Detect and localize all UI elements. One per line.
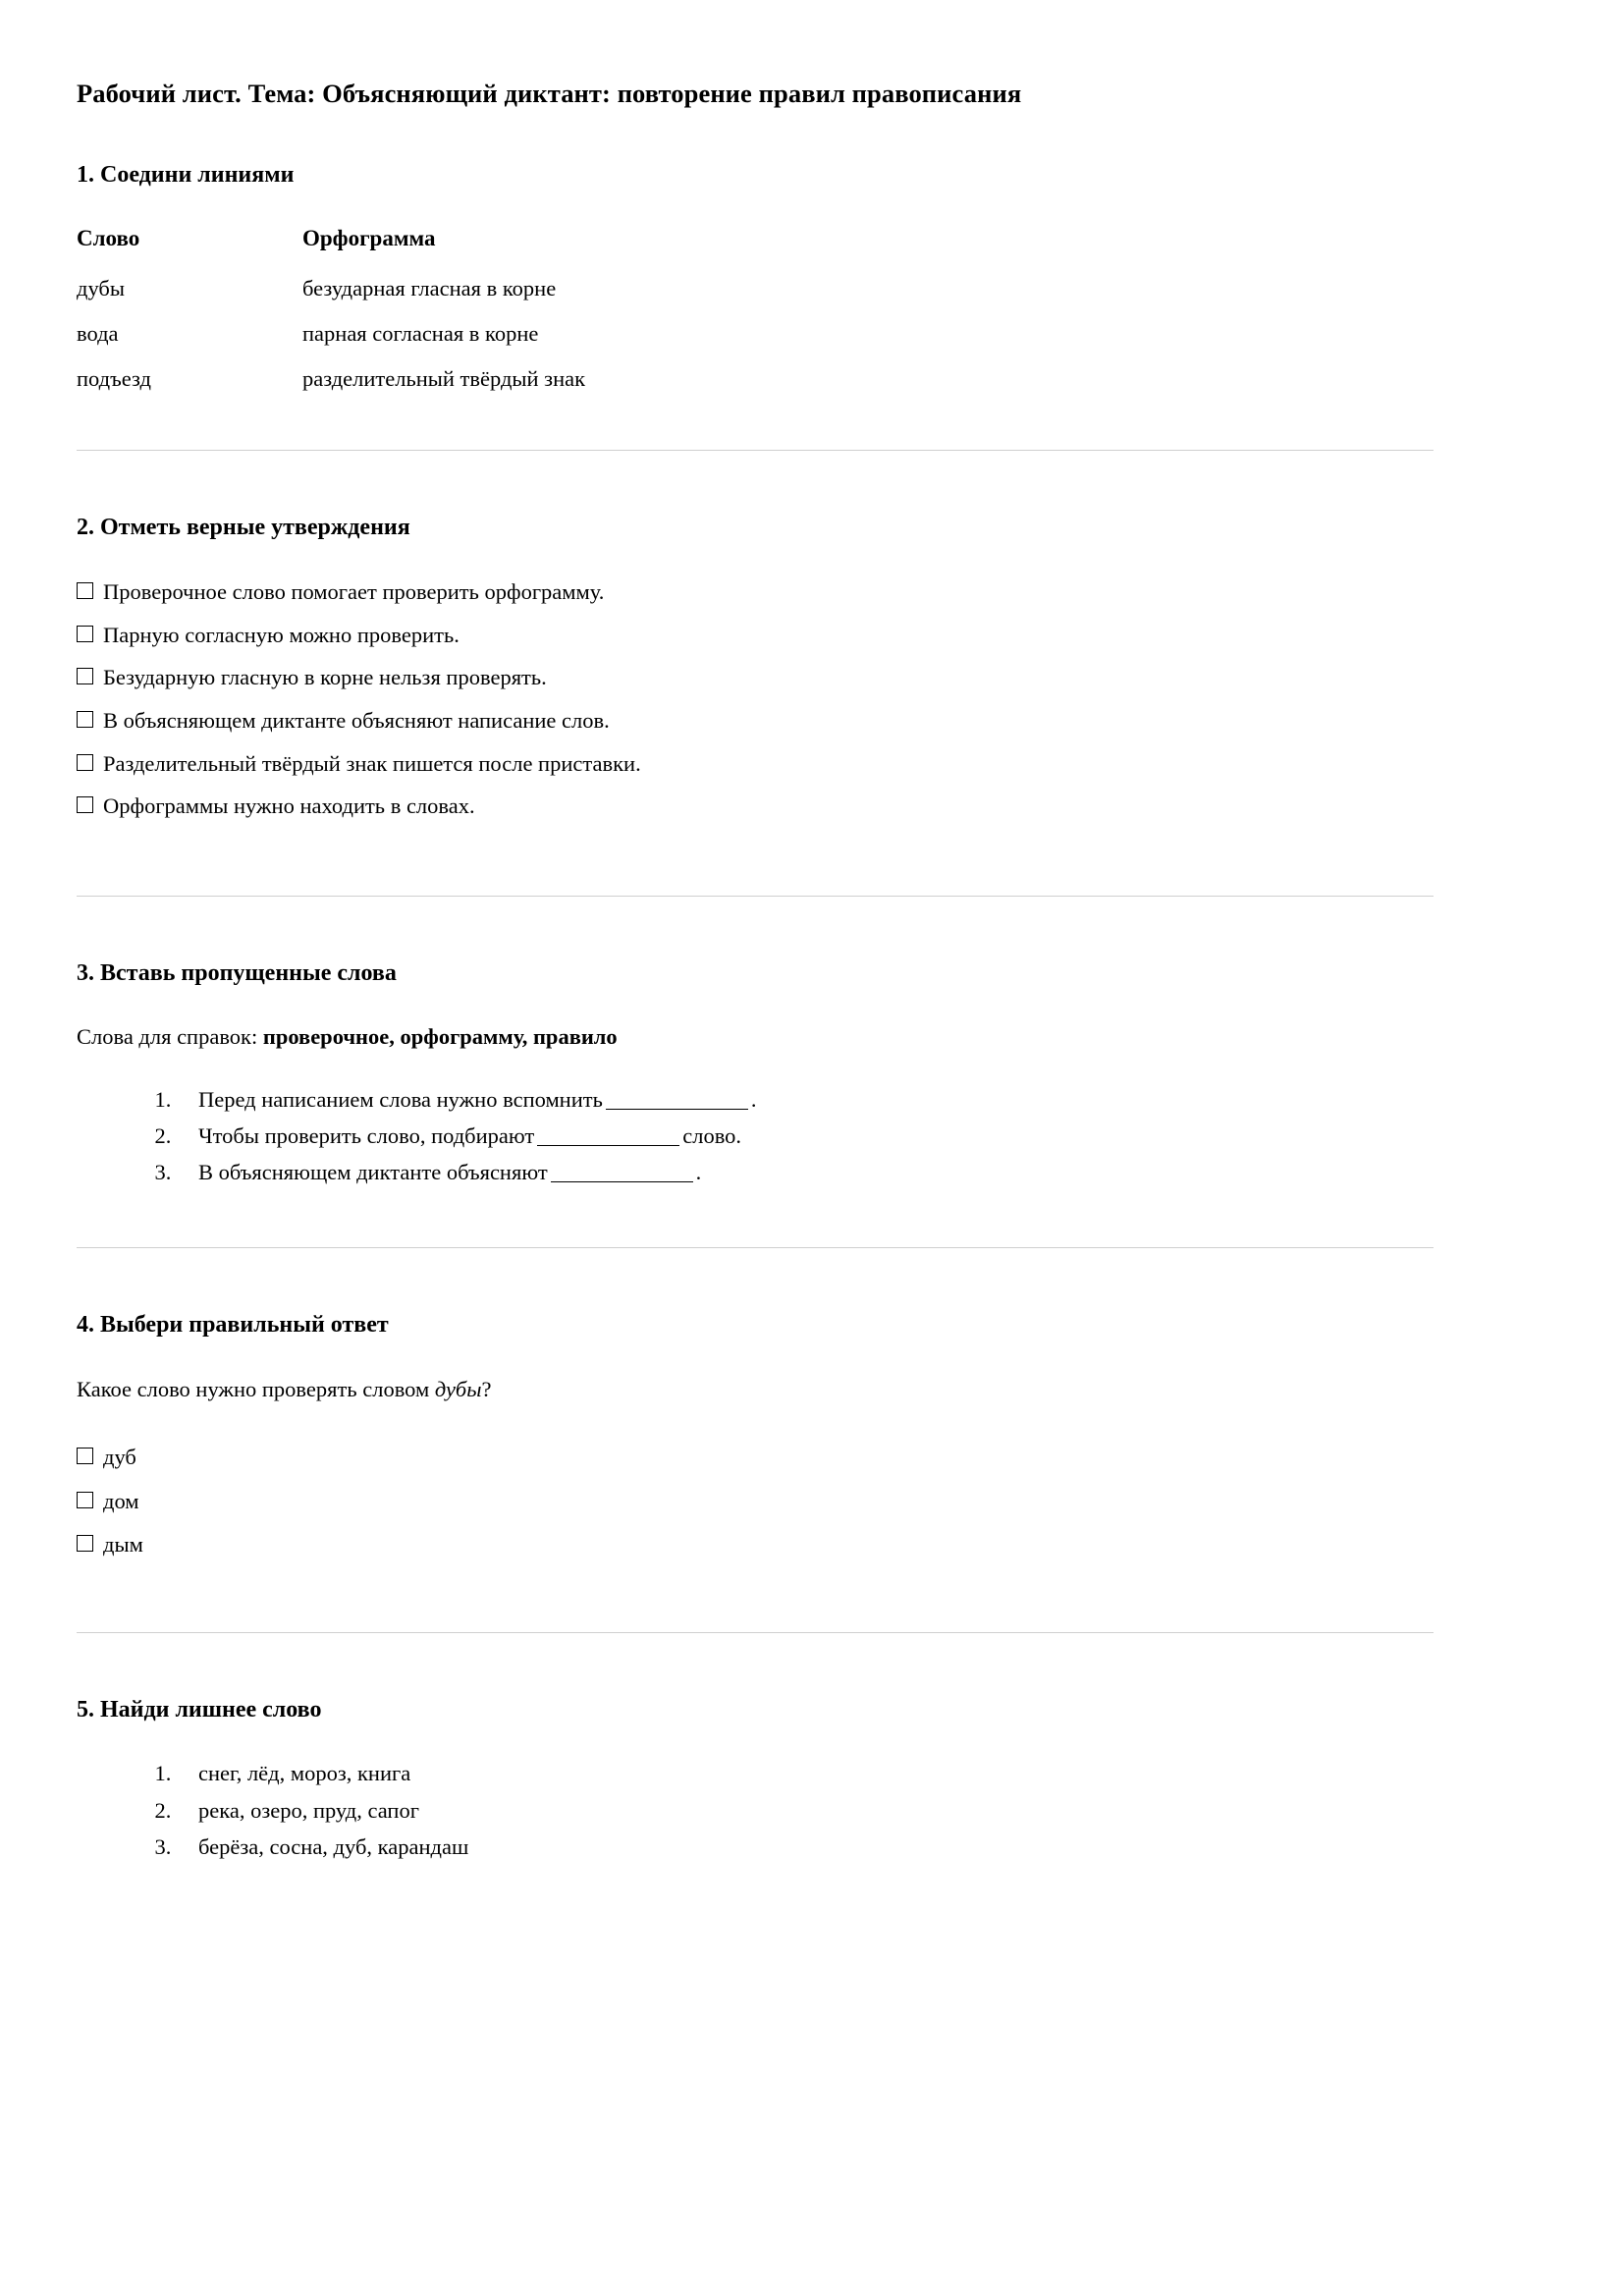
match-word[interactable]: вода [77,321,119,347]
prompt-text-before: Какое слово нужно проверять словом [77,1376,435,1401]
reference-words: проверочное, орфограмму, правило [262,1024,618,1050]
checkbox-icon[interactable] [77,1448,93,1464]
statement-label: Безударную гласную в корне нельзя проверять. [103,665,547,690]
option-label: дуб [103,1444,136,1469]
list-item[interactable] [77,577,1505,607]
checkbox-icon[interactable] [77,1492,93,1508]
option-label: дом [103,1488,139,1513]
spacer [77,821,1505,896]
question-prompt [77,1375,1505,1403]
list-item[interactable]: 3. берёза, сосна, дуб, карандаш [177,1832,1505,1861]
sentence-before-blank: Перед написанием слова нужно вспомнить [198,1086,603,1112]
blank-input[interactable] [606,1109,748,1110]
list-item[interactable] [77,749,1505,779]
spacer [77,451,1505,512]
option-label: дым [103,1532,143,1558]
section-choose-answer [77,1309,1505,1559]
column-header-rule: Орфограмма [302,226,436,251]
section-3-heading: 3. Вставь пропущенные слова [77,959,397,986]
spacer [77,1186,1505,1247]
statement-label: Проверочное слово помогает проверить орфограмму. [103,578,605,604]
section-1-heading: 1. Соедини линиями [77,161,295,188]
answer-option-list [77,1443,1505,1559]
reference-words-line [77,1022,1505,1051]
statement-label: Разделительный твёрдый знак пишется после приставки. [103,750,641,776]
list-item[interactable] [77,621,1505,650]
sentence-before-blank: Чтобы проверить слово, подбирают [198,1122,535,1148]
sentence-after-blank: . [750,1086,757,1112]
list-item[interactable] [77,663,1505,692]
odd-word-list [77,1759,1505,1861]
table-row[interactable] [77,365,990,410]
section-5-heading: 5. Найди лишнее слово [77,1697,322,1723]
spacer [77,1559,1505,1632]
section-true-statements [77,512,1505,821]
statement-checkbox-list [77,577,1505,821]
table-row[interactable] [77,275,990,320]
spacer [77,1633,1505,1694]
match-rule[interactable]: парная согласная в корне [302,321,539,347]
match-rule[interactable]: разделительный твёрдый знак [302,366,586,392]
blank-input[interactable] [537,1145,679,1146]
section-find-odd-word [77,1694,1505,1861]
list-item[interactable]: 2. река, озеро, пруд, сапог [177,1796,1505,1825]
spacer [77,897,1505,957]
list-item[interactable] [177,1158,1505,1186]
page-title: Рабочий лист. Тема: Объясняющий диктант: повторение правил правописания [77,79,1022,108]
sentence-after-blank: слово. [682,1122,742,1148]
table-row[interactable] [77,320,990,365]
statement-label: Парную согласную можно проверить. [103,622,460,647]
blank-input[interactable] [551,1181,693,1182]
checkbox-icon[interactable] [77,1535,93,1552]
sentence-before-blank: В объясняющем диктанте объясняют [198,1160,548,1185]
checkbox-icon[interactable] [77,796,93,813]
match-word[interactable]: подъезд [77,366,151,392]
list-item[interactable] [77,706,1505,736]
list-item[interactable] [77,1443,1505,1472]
spacer [77,1248,1505,1309]
section-2-heading: 2. Отметь верные утверждения [77,515,410,541]
match-word[interactable]: дубы [77,276,125,301]
spacer [77,410,1505,450]
checkbox-icon[interactable] [77,626,93,642]
list-item[interactable] [77,1530,1505,1559]
list-item[interactable] [177,1085,1505,1114]
section-4-heading: 4. Выбери правильный ответ [77,1312,389,1339]
fill-blank-list [77,1085,1505,1187]
match-table [77,224,990,410]
checkbox-icon[interactable] [77,668,93,684]
list-item[interactable] [77,1487,1505,1516]
checkbox-icon[interactable] [77,711,93,728]
prompt-text-after: ? [481,1376,492,1401]
table-header-row [77,224,990,275]
sentence-after-blank: . [695,1160,702,1185]
statement-label: В объясняющем диктанте объясняют написание слов. [103,707,610,733]
section-fill-blanks [77,957,1505,1186]
list-item[interactable] [77,792,1505,821]
checkbox-icon[interactable] [77,754,93,771]
prompt-emphasis-word: дубы [434,1376,482,1401]
statement-label: Орфограммы нужно находить в словах. [103,793,475,819]
column-header-word: Слово [77,226,140,251]
list-item[interactable]: 1. снег, лёд, мороз, книга [177,1759,1505,1787]
reference-label: Слова для справок: [77,1024,258,1050]
list-item[interactable] [177,1121,1505,1150]
section-match-lines [77,159,1505,411]
checkbox-icon[interactable] [77,582,93,599]
match-rule[interactable]: безударная гласная в корне [302,276,557,301]
